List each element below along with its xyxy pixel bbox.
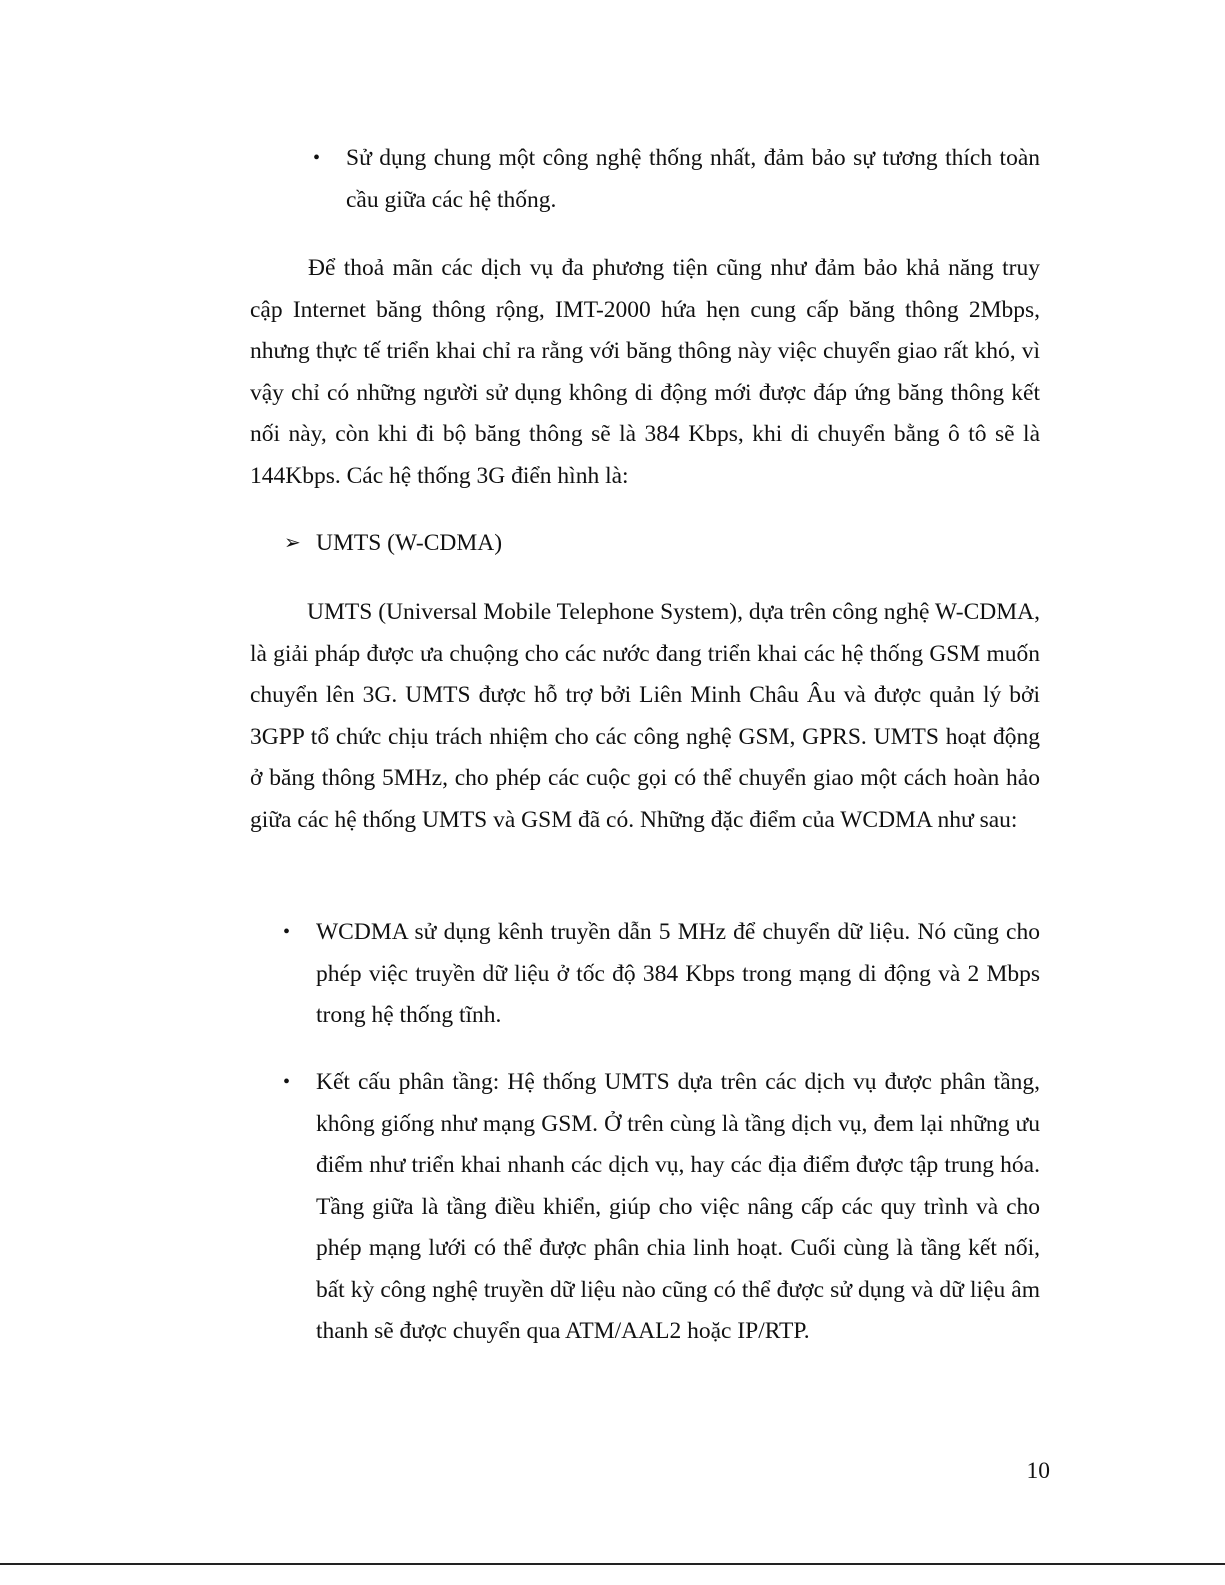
paragraph-imt2000: Để thoả mãn các dịch vụ đa phương tiện cũng như đảm bảo khả năng truy cập Internet băng thông rộng, IMT-2000 hứa hẹn cung cấp băng thông 2Mbps, nhưng thực tế triển khai chỉ ra rằng với băng thông này việc chuyển giao rất khó, vì vậy chỉ có những người sử dụng không di động mới được đáp ứng băng thông kết nối này, còn khi đi bộ băng thông sẽ là 384 Kbps, khi di chuyển bằng ô tô sẽ là 144Kbps. Các hệ thống 3G điển hình là:	[250, 255, 1040, 489]
arrow-bullet-icon: ➢	[284, 532, 301, 554]
umts-heading-text: UMTS (W-CDMA)	[316, 530, 503, 556]
bullet-icon: •	[283, 1071, 291, 1093]
feature-bullet-text: WCDMA sử dụng kênh truyền dẫn 5 MHz để chuyển dữ liệu. Nó cũng cho phép việc truyền dữ liệu ở tốc độ 384 Kbps trong mạng di động và 2 Mbps trong hệ thống tĩnh.	[316, 919, 1040, 1028]
bullet-icon: •	[313, 147, 321, 169]
intro-bullet-text: Sử dụng chung một công nghệ thống nhất, đảm bảo sự tương thích toàn cầu giữa các hệ thống.	[346, 145, 1040, 213]
feature-bullet-text: Kết cấu phân tầng: Hệ thống UMTS dựa trên các dịch vụ được phân tầng, không giống như mạng GSM. Ở trên cùng là tầng dịch vụ, đem lại những ưu điểm như triển khai nhanh các dịch vụ, hay các địa điểm được tập trung hóa. Tầng giữa là tầng điều khiển, giúp cho việc nâng cấp các quy trình và cho phép mạng lưới có thể được phân chia linh hoạt. Cuối cùng là tầng kết nối, bất kỳ công nghệ truyền dữ liệu nào cũng có thể được sử dụng và dữ liệu âm thanh sẽ được chuyển qua ATM/AAL2 hoặc IP/RTP.	[316, 1069, 1040, 1344]
bullet-icon: •	[283, 921, 291, 943]
bottom-border	[0, 1563, 1225, 1565]
page-number: 10	[1026, 1458, 1050, 1484]
paragraph-umts: UMTS (Universal Mobile Telephone System), dựa trên công nghệ W-CDMA, là giải pháp được ưa chuộng cho các nước đang triển khai các hệ thống GSM muốn chuyển lên 3G. UMTS được hỗ trợ bởi Liên Minh Châu Âu và được quản lý bởi 3GPP tổ chức chịu trách nhiệm cho các công nghệ GSM, GPRS. UMTS hoạt động ở băng thông 5MHz, cho phép các cuộc gọi có thể chuyển giao một cách hoàn hảo giữa các hệ thống UMTS và GSM đã có. Những đặc điểm của WCDMA như sau:	[250, 599, 1040, 833]
